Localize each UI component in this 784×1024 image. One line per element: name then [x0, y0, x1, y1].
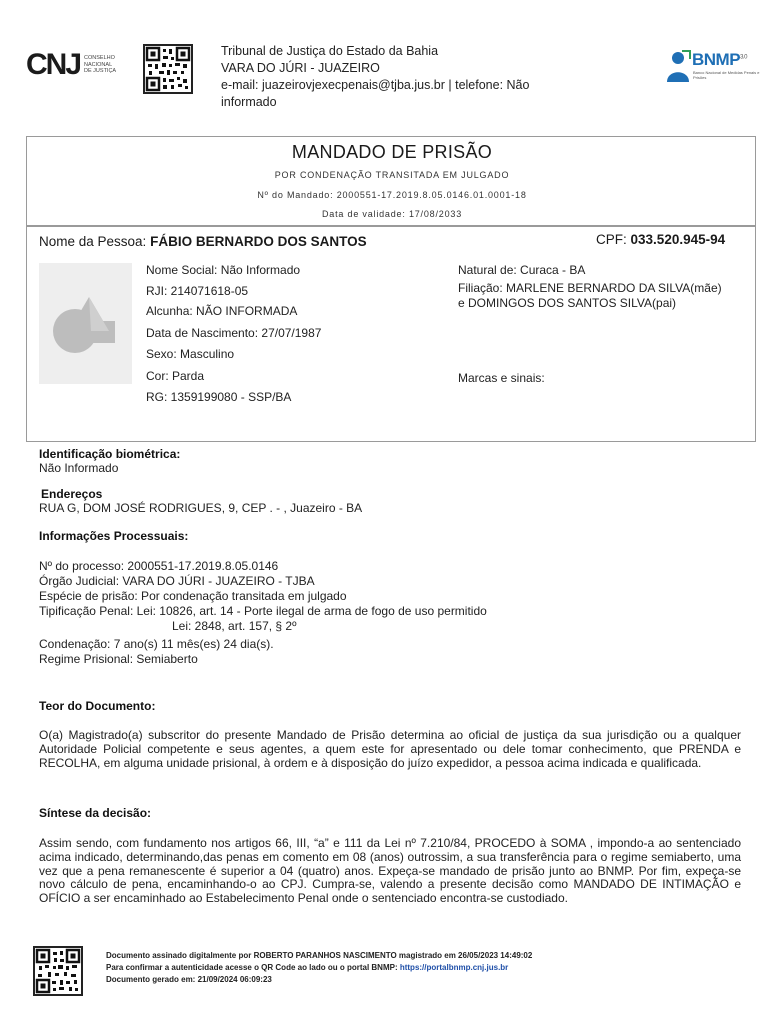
court-contact-cont: informado	[221, 95, 277, 109]
marks-label: Marcas e sinais:	[458, 371, 545, 385]
sentence: Condenação: 7 ano(s) 11 mês(es) 24 dia(s).	[39, 637, 274, 651]
cnj-logo-mark: CNJ	[26, 48, 81, 81]
person-box	[26, 226, 756, 442]
generated-date: Documento gerado em: 21/09/2024 06:09:23	[106, 975, 272, 984]
qr-code-icon[interactable]	[143, 44, 193, 94]
address-title: Endereços	[41, 487, 103, 501]
person-photo-placeholder	[39, 263, 132, 384]
rg: RG: 1359199080 - SSP/BA	[146, 390, 292, 404]
penal-typing: Tipificação Penal: Lei: 10826, art. 14 - Porte ilegal de arma de fogo de uso permitido	[39, 604, 487, 618]
bnmp-logo-subtitle: Banco Nacional de Medidas Penais e Prisões	[693, 70, 760, 80]
sintese-title: Síntese da decisão:	[39, 806, 152, 820]
address-value: RUA G, DOM JOSÉ RODRIGUES, 9, CEP . - , Juazeiro - BA	[39, 501, 363, 515]
warrant-number: Nº do Mandado: 2000551-17.2019.8.05.0146.01.0001-18	[257, 190, 527, 200]
process-title: Informações Processuais:	[39, 529, 189, 543]
document-subtitle: POR CONDENAÇÃO TRANSITADA EM JULGADO	[274, 170, 510, 180]
confirm-line	[106, 962, 532, 974]
prison-regime: Regime Prisional: Semiaberto	[39, 652, 198, 666]
judicial-organ: Órgão Judicial: VARA DO JÚRI - JUAZEIRO - TJBA	[39, 574, 315, 588]
prison-kind: Espécie de prisão: Por condenação transitada em julgado	[39, 589, 347, 603]
photo-placeholder-icon	[39, 263, 132, 384]
cpf-value: 033.520.945-94	[630, 232, 726, 247]
biometric-value: Não Informado	[39, 461, 119, 475]
bnmp-person-icon	[664, 49, 692, 83]
birth-date: Data de Nascimento: 27/07/1987	[146, 326, 322, 340]
filiation: Filiação: MARLENE BERNARDO DA SILVA(mãe) e DOMINGOS DOS SANTOS SILVA(pai)	[458, 281, 722, 310]
cpf-row	[596, 232, 725, 247]
court-vara: VARA DO JÚRI - JUAZEIRO	[221, 61, 380, 75]
alias: Alcunha: NÃO INFORMADA	[146, 304, 298, 318]
person-name-row	[39, 234, 367, 249]
sex: Sexo: Masculino	[146, 347, 235, 361]
cnj-logo	[26, 48, 126, 82]
teor-title: Teor do Documento:	[39, 699, 156, 713]
court-name: Tribunal de Justiça do Estado da Bahia	[221, 44, 439, 58]
sintese-text: Assim sendo, com fundamento nos artigos 66, III, “a” e 111 da Lei nº 7.210/84, PROCEDO à SOMA , impondo-a ao sentenciado acima indicado, determinando,das penas em comento em 08 (anos) outrossim, a sua transferência para o regime semiaberto, uma vez que a pena remanescente é superior a 04 (quatro) anos. Expeça-se mandado de prisão junto ao BNMP. Por fim, expeça-se novo cálculo de pena, encaminhando-o ao CPJ. Cumpra-se, valendo a presente decisão como MANDADO DE INTIMAÇÃO e OFÍCIO a ser encaminhado ao Estabelecimento Penal onde o sentenciado encontra-se custodiado.	[39, 836, 741, 906]
person-name-label: Nome da Pessoa:	[39, 234, 147, 249]
bnmp-version: 3.0	[740, 54, 747, 61]
birthplace: Natural de: Curaca - BA	[458, 263, 586, 277]
court-header	[221, 43, 561, 111]
teor-text: O(a) Magistrado(a) subscritor do presente Mandado de Prisão determina ao oficial de justiça da sua jurisdição ou a qualquer Autoridade Policial competente e seus agentes, a quem este for apresentado ou dele tomar conhecimento, que PRENDA e RECOLHA, em alguma unidade prisional, à ordem e à disposição do juízo expedidor, a pessoa acima indicada e qualificada.	[39, 728, 741, 770]
process-number: Nº do processo: 2000551-17.2019.8.05.0146	[39, 559, 279, 573]
document-title: MANDADO DE PRISÃO	[291, 142, 493, 162]
biometric-title: Identificação biométrica:	[39, 447, 181, 461]
court-contact: e-mail: juazeirovjexecpenais@tjba.jus.br | telefone: Não	[221, 78, 530, 92]
person-name: FÁBIO BERNARDO DOS SANTOS	[150, 234, 367, 249]
rji: RJI: 214071618-05	[146, 284, 249, 298]
social-name: Nome Social: Não Informado	[146, 263, 301, 277]
skin-color: Cor: Parda	[146, 369, 205, 383]
validity-date: Data de validade: 17/08/2033	[322, 209, 462, 219]
cnj-line: CONSELHO	[84, 55, 115, 62]
qr-code-icon[interactable]	[33, 946, 83, 996]
confirm-text: Para confirmar a autenticidade acesse o QR Code ao lado ou o portal BNMP:	[106, 963, 400, 972]
bnmp-name: BNMP	[692, 50, 741, 69]
footer-signature	[106, 950, 532, 986]
cnj-line: NACIONAL	[84, 61, 113, 68]
bnmp-portal-link[interactable]: https://portalbnmp.cnj.jus.br	[399, 963, 509, 972]
signed-by: Documento assinado digitalmente por ROBERTO PARANHOS NASCIMENTO magistrado em 26/05/2023 14:49:02	[106, 951, 533, 960]
bnmp-logo	[664, 49, 764, 85]
cpf-label: CPF:	[596, 232, 627, 247]
penal-typing-cont: Lei: 2848, art. 157, § 2º	[172, 619, 297, 633]
cnj-logo-text	[84, 55, 116, 75]
cnj-line: DE JUSTIÇA	[84, 68, 117, 75]
bnmp-logo-word	[692, 50, 747, 70]
